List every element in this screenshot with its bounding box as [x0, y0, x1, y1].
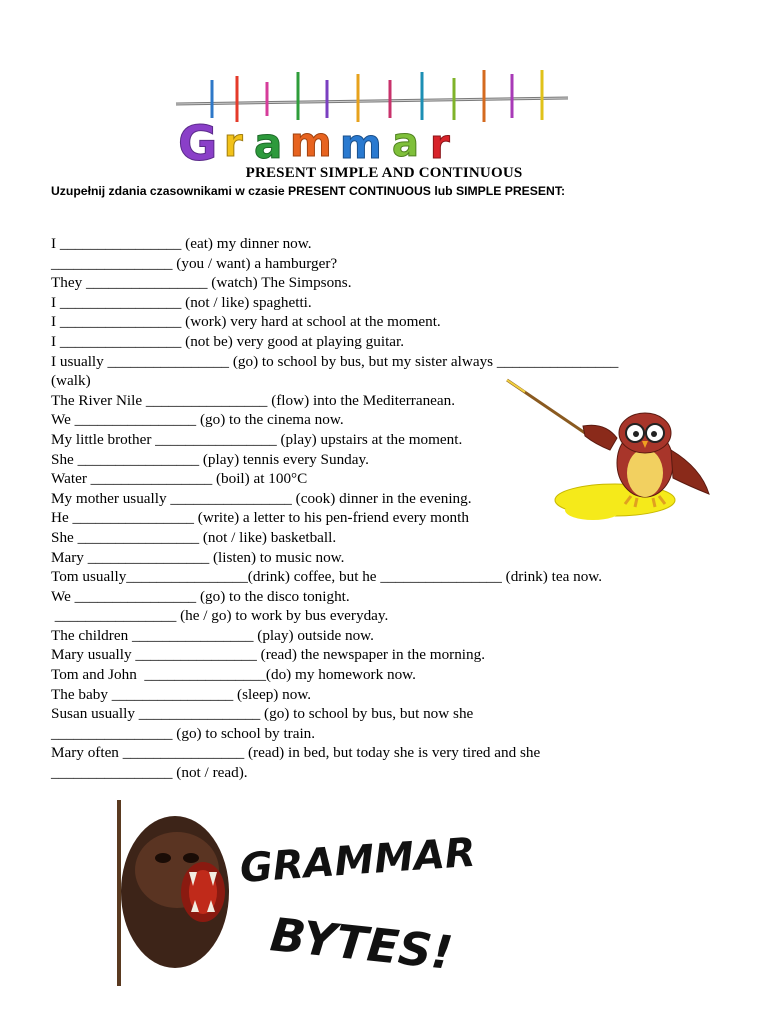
exercise-line: I ________________ (eat) my dinner now. [51, 235, 312, 252]
exercise-line: The baby ________________ (sleep) now. [51, 685, 312, 703]
svg-text:a: a [392, 120, 419, 166]
exercise-line: ________________ (not / read). [51, 764, 248, 782]
exercise-line: Water ________________ (boil) at 100°C [51, 470, 308, 488]
exercise-line: ________________ (you / want) a hamburger? [51, 254, 338, 272]
exercise-line: Mary ________________ (listen) to music now. [51, 548, 345, 566]
grammar-logo [172, 60, 572, 172]
logo-word-grammar: GRAMMAR [238, 829, 478, 892]
exercise-line: We ________________ (go) to the disco tonight. [51, 587, 350, 605]
grammar-bytes-logo [115, 800, 495, 990]
owl-teacher-illustration [505, 378, 715, 528]
exercise-line: I ________________ (not be) very good at playing guitar. [51, 332, 405, 350]
exercise-line: We ________________ (go) to the cinema now. [51, 411, 344, 429]
svg-text:a: a [254, 119, 283, 168]
svg-text:G: G [178, 116, 218, 172]
exercise-line: My mother usually ________________ (cook) dinner in the evening. [51, 489, 472, 507]
exercise-line: She ________________ (play) tennis every Sunday. [51, 450, 369, 468]
logo-word-bytes: BYTES! [267, 907, 456, 981]
exercise-line: He ________________ (write) a letter to his pen-friend every month [51, 509, 469, 527]
svg-text:r: r [224, 121, 243, 165]
exercise-line: The children ________________ (play) outside now. [51, 626, 374, 644]
svg-text:m: m [340, 122, 382, 168]
svg-text:r: r [430, 122, 450, 168]
exercise-line: She ________________ (not / like) basketball. [51, 528, 337, 546]
svg-text:m: m [290, 120, 332, 166]
exercise-line: The River Nile ________________ (flow) into the Mediterranean. [51, 391, 456, 409]
exercise-line: Mary usually ________________ (read) the newspaper in the morning. [51, 646, 486, 664]
exercise-line: Susan usually ________________ (go) to school by bus, but now she [51, 705, 474, 723]
exercise-line: I ________________ (work) very hard at school at the moment. [51, 313, 441, 331]
exercise-line: Tom usually________________(drink) coffee, but he ________________ (drink) tea now. [51, 568, 603, 586]
page-title: PRESENT SIMPLE AND CONTINUOUS [245, 165, 523, 181]
exercise-line: Mary often ________________ (read) in bed, but today she is very tired and she [51, 744, 541, 762]
exercise-line: (walk) [51, 372, 91, 390]
exercise-line: My little brother ________________ (play) upstairs at the moment. [51, 430, 463, 448]
exercise-line: Tom and John ________________(do) my homework now. [51, 666, 416, 684]
exercise-line: I usually ________________ (go) to school by bus, but my sister always ________________ [51, 352, 619, 370]
exercise-line: ________________ (he / go) to work by bus everyday. [51, 607, 389, 625]
instruction-text: Uzupełnij zdania czasownikami w czasie PRESENT CONTINUOUS lub SIMPLE PRESENT: [51, 184, 566, 198]
exercise-line: They ________________ (watch) The Simpsons. [51, 274, 352, 292]
exercise-line: I ________________ (not / like) spaghetti. [51, 293, 312, 311]
exercise-line: ________________ (go) to school by train. [51, 724, 316, 742]
